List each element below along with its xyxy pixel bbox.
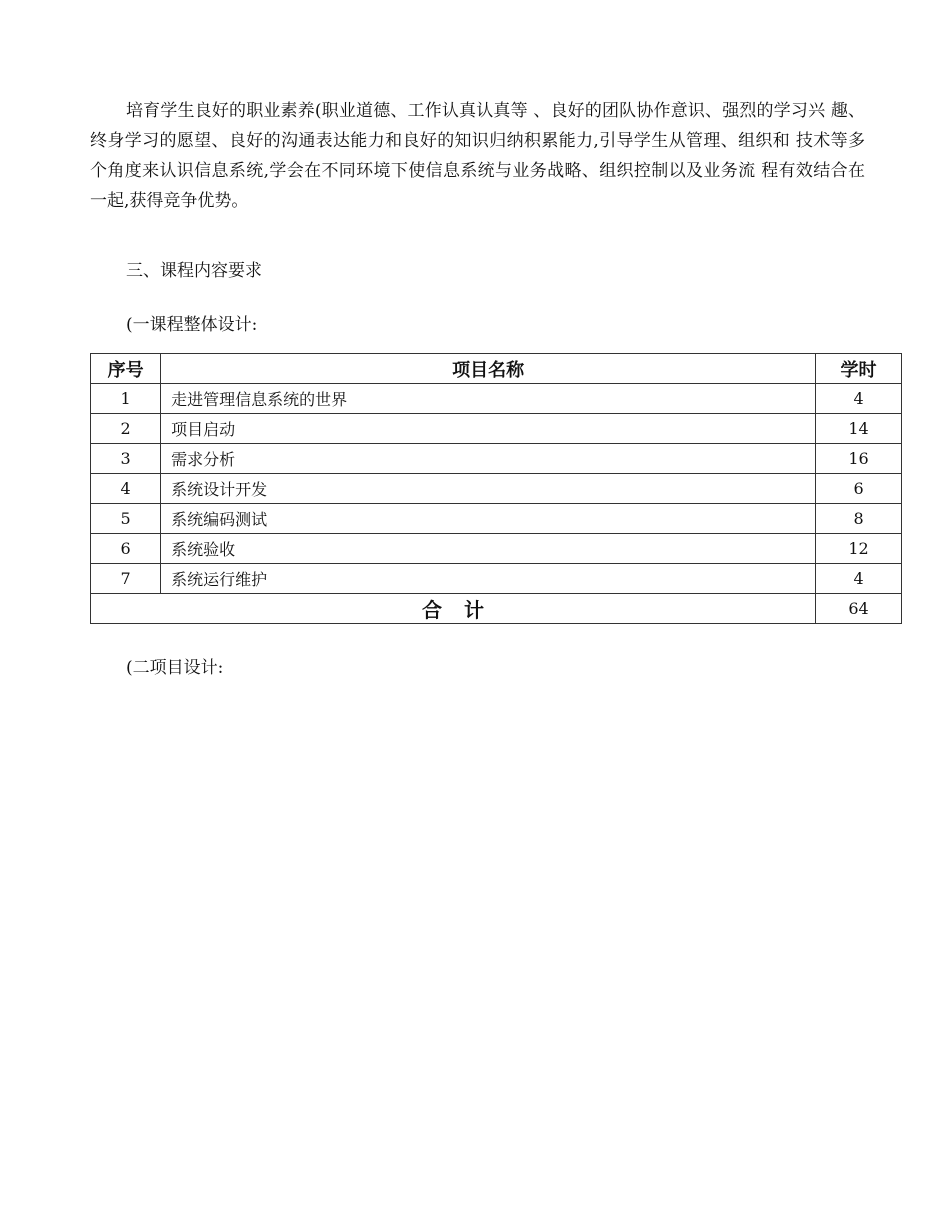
table-row	[91, 564, 902, 594]
row-name: 需求分析	[161, 444, 816, 474]
row-name: 系统运行维护	[161, 564, 816, 594]
table-row	[91, 504, 902, 534]
table-row	[91, 534, 902, 564]
row-no: 2	[91, 414, 161, 444]
header-hours: 学时	[816, 354, 902, 384]
row-no: 7	[91, 564, 161, 594]
row-name: 走进管理信息系统的世界	[161, 384, 816, 414]
sub-heading-course-design: (一课程整体设计:	[126, 315, 258, 335]
table-row	[91, 444, 902, 474]
row-name: 系统验收	[161, 534, 816, 564]
header-no: 序号	[91, 354, 161, 384]
row-hours: 12	[816, 534, 902, 564]
row-no: 1	[91, 384, 161, 414]
course-hours-table	[90, 353, 902, 624]
total-label: 合计	[91, 594, 816, 624]
row-hours: 4	[816, 384, 902, 414]
row-hours: 4	[816, 564, 902, 594]
table-row	[91, 414, 902, 444]
row-name: 系统编码测试	[161, 504, 816, 534]
row-no: 3	[91, 444, 161, 474]
row-no: 5	[91, 504, 161, 534]
row-no: 4	[91, 474, 161, 504]
section-heading: 三、课程内容要求	[126, 261, 262, 281]
table-row	[91, 384, 902, 414]
row-hours: 8	[816, 504, 902, 534]
table-total-row	[91, 594, 902, 624]
table-header-row	[91, 354, 902, 384]
table-row	[91, 474, 902, 504]
intro-paragraph: 培育学生良好的职业素养(职业道德、工作认真认真等 、良好的团队协作意识、强烈的学习兴 趣、终身学习的愿望、良好的沟通表达能力和良好的知识归纳积累能力,引导学生从管理、组织和 技术等多个角度来认识信息系统,学会在不同环境下使信息系统与业务战略、组织控制以及业务流 程有效结合在一起,获得竞争优势。	[90, 101, 865, 211]
row-hours: 6	[816, 474, 902, 504]
row-hours: 16	[816, 444, 902, 474]
total-hours: 64	[816, 594, 902, 624]
row-name: 项目启动	[161, 414, 816, 444]
sub-heading-project-design: (二项目设计:	[126, 658, 224, 678]
row-no: 6	[91, 534, 161, 564]
header-name: 项目名称	[161, 354, 816, 384]
row-name: 系统设计开发	[161, 474, 816, 504]
row-hours: 14	[816, 414, 902, 444]
